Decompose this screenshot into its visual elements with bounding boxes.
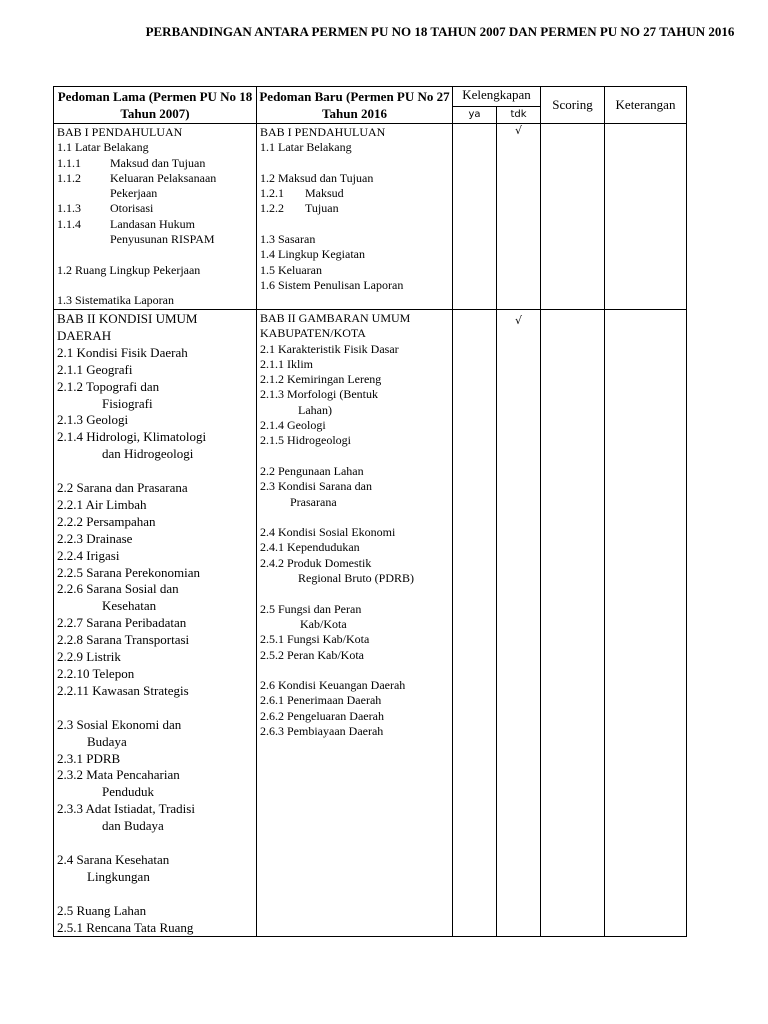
item-number: 1.2.2 — [260, 201, 284, 216]
list-item — [57, 201, 253, 216]
item-text: Maksud — [305, 186, 344, 201]
list-item: 2.1 Karakteristik Fisik Dasar — [260, 341, 399, 356]
list-item: Budaya — [87, 733, 127, 749]
list-item: 2.3 Sosial Ekonomi dan — [57, 716, 182, 732]
list-item: 2.1.5 Hidrogeologi — [260, 433, 351, 448]
bab1-lama-cell — [54, 124, 257, 310]
header-kelengkapan: Kelengkapan — [453, 87, 541, 107]
bab1-baru-cell — [257, 124, 453, 310]
list-spacer — [260, 449, 449, 464]
list-spacer — [260, 586, 449, 601]
header-ya: ya — [453, 107, 497, 124]
item-number: 1.1.4 — [57, 216, 81, 231]
list-item: 1.1 Latar Belakang — [260, 140, 352, 155]
list-item: Prasarana — [290, 494, 337, 509]
list-spacer — [260, 217, 449, 232]
bab2-ya-cell — [453, 310, 497, 937]
list-spacer — [57, 247, 253, 262]
list-item — [260, 201, 449, 216]
list-item: 2.2.8 Sarana Transportasi — [57, 632, 190, 648]
list-item: 2.1.4 Hidrologi, Klimatologi — [57, 429, 207, 445]
item-text: Maksud dan Tujuan — [110, 155, 206, 170]
list-item: 2.1.2 Kemiringan Lereng — [260, 372, 382, 387]
list-item: Kab/Kota — [300, 616, 347, 631]
bab2-tdk-check: √ — [497, 310, 541, 937]
list-item: Lingkungan — [87, 868, 150, 884]
list-item — [57, 217, 253, 232]
list-item: dan Budaya — [102, 818, 164, 834]
list-item: 1.1 Latar Belakang — [57, 140, 149, 155]
bab2-lama-cell — [54, 310, 257, 937]
list-item: 1.4 Lingkup Kegiatan — [260, 247, 365, 262]
list-item: Lahan) — [298, 402, 332, 417]
list-item: 2.2.7 Sarana Peribadatan — [57, 615, 187, 631]
list-item — [57, 156, 253, 171]
list-item: 1.3 Sistematika Laporan — [57, 293, 174, 308]
list-item: 2.5 Fungsi dan Peran — [260, 601, 362, 616]
list-item: 1.2 Maksud dan Tujuan — [260, 170, 374, 185]
list-item: 2.2.2 Persampahan — [57, 513, 156, 529]
list-item: 2.3.3 Adat Istiadat, Tradisi — [57, 801, 195, 817]
list-item: BAB II KONDISI UMUM — [57, 311, 198, 326]
list-item: 2.1.1 Iklim — [260, 356, 313, 371]
list-item — [57, 171, 253, 186]
list-item: 1.3 Sasaran — [260, 232, 316, 247]
list-item: 2.5.1 Rencana Tata Ruang — [57, 919, 194, 935]
list-item: KABUPATEN/KOTA — [260, 326, 366, 341]
item-number: 1.1.2 — [57, 170, 81, 185]
list-item: 1.6 Sistem Penulisan Laporan — [260, 277, 404, 292]
list-item: BAB I PENDAHULUAN — [57, 125, 183, 139]
list-item — [260, 186, 449, 201]
list-item: BAB II GAMBARAN UMUM — [260, 311, 411, 325]
bab2-scoring-cell — [541, 310, 605, 937]
header-tdk: tdk — [497, 107, 541, 124]
list-item: 2.5.1 Fungsi Kab/Kota — [260, 632, 370, 647]
list-item: Fisiografi — [102, 395, 153, 411]
header-keterangan: Keterangan — [605, 87, 687, 124]
list-item: Regional Bruto (PDRB) — [298, 571, 414, 586]
table-row-bab1 — [54, 124, 687, 310]
bab1-ya-cell — [453, 124, 497, 310]
list-item: 2.3.2 Mata Pencaharian — [57, 767, 180, 783]
list-item: 2.2.10 Telepon — [57, 666, 135, 682]
bab1-scoring-cell — [541, 124, 605, 310]
list-item: 1.5 Keluaran — [260, 262, 322, 277]
item-text: Tujuan — [305, 201, 339, 216]
table-row-bab2 — [54, 310, 687, 937]
list-item: 2.2.6 Sarana Sosial dan — [57, 581, 179, 597]
list-item: 2.2 Pengunaan Lahan — [260, 463, 364, 478]
list-spacer — [260, 663, 449, 678]
list-item: 2.1.2 Topografi dan — [57, 378, 160, 394]
list-item: dan Hidrogeologi — [102, 446, 194, 462]
list-spacer — [57, 886, 253, 903]
list-spacer — [57, 700, 253, 717]
list-item: 2.2.9 Listrik — [57, 649, 121, 665]
item-text: Keluaran Pelaksanaan — [110, 170, 217, 185]
list-item: 2.5 Ruang Lahan — [57, 902, 147, 918]
list-item: Penduduk — [102, 784, 154, 800]
list-item: 2.1.1 Geografi — [57, 361, 133, 377]
item-number: 1.1.1 — [57, 155, 81, 170]
item-text: Landasan Hukum — [110, 216, 195, 231]
list-item: BAB I PENDAHULUAN — [260, 125, 386, 139]
list-spacer — [260, 510, 449, 525]
list-item: 2.4 Sarana Kesehatan — [57, 851, 170, 867]
list-item: 2.3.1 PDRB — [57, 750, 121, 766]
item-number: 1.1.3 — [57, 201, 81, 216]
list-item: Penyusunan RISPAM — [110, 232, 215, 247]
list-spacer — [57, 278, 253, 293]
list-spacer — [57, 835, 253, 852]
header-pedoman-baru: Pedoman Baru (Permen PU No 27 Tahun 2016 — [257, 87, 453, 124]
list-item: 1.2 Ruang Lingkup Pekerjaan — [57, 262, 201, 277]
list-item: 2.2.3 Drainase — [57, 530, 133, 546]
list-item: 2.6.2 Pengeluaran Daerah — [260, 708, 384, 723]
list-item: 2.2.11 Kawasan Strategis — [57, 682, 189, 698]
list-item: 2.2.5 Sarana Perekonomian — [57, 564, 200, 580]
list-item: Kesehatan — [102, 598, 157, 614]
item-number: 1.2.1 — [260, 186, 284, 201]
bab2-baru-cell — [257, 310, 453, 937]
list-item: 2.2 Sarana dan Prasarana — [57, 480, 188, 496]
list-item: 2.3 Kondisi Sarana dan — [260, 479, 372, 494]
list-item: 2.4.2 Produk Domestik — [260, 555, 372, 570]
list-item: 2.1.3 Geologi — [57, 412, 129, 428]
list-spacer — [260, 156, 449, 171]
list-item: 2.6.3 Pembiayaan Daerah — [260, 724, 384, 739]
bab1-keterangan-cell — [605, 124, 687, 310]
list-item: 2.4.1 Kependudukan — [260, 540, 360, 555]
document-title: PERBANDINGAN ANTARA PERMEN PU NO 18 TAHUN 2007 DAN PERMEN PU NO 27 TAHUN 2016 — [145, 24, 735, 39]
list-item: 2.2.4 Irigasi — [57, 547, 120, 563]
comparison-table — [53, 86, 687, 937]
list-item: 2.1.3 Morfologi (Bentuk — [260, 387, 378, 402]
list-item: 2.6 Kondisi Keuangan Daerah — [260, 678, 406, 693]
item-text: Otorisasi — [110, 201, 154, 216]
header-scoring: Scoring — [541, 87, 605, 124]
list-item: 2.5.2 Peran Kab/Kota — [260, 647, 364, 662]
list-item: DAERAH — [57, 327, 112, 343]
list-item: 2.4 Kondisi Sosial Ekonomi — [260, 525, 396, 540]
list-item: 2.2.1 Air Limbah — [57, 496, 147, 512]
bab2-keterangan-cell — [605, 310, 687, 937]
list-spacer — [57, 463, 253, 480]
list-item: 2.1.4 Geologi — [260, 418, 326, 433]
list-item: 2.1 Kondisi Fisik Daerah — [57, 344, 188, 360]
list-item: 2.6.1 Penerimaan Daerah — [260, 693, 382, 708]
header-pedoman-lama: Pedoman Lama (Permen PU No 18 Tahun 2007) — [54, 87, 257, 124]
list-item: Pekerjaan — [110, 186, 158, 201]
bab1-tdk-check: √ — [497, 124, 541, 310]
